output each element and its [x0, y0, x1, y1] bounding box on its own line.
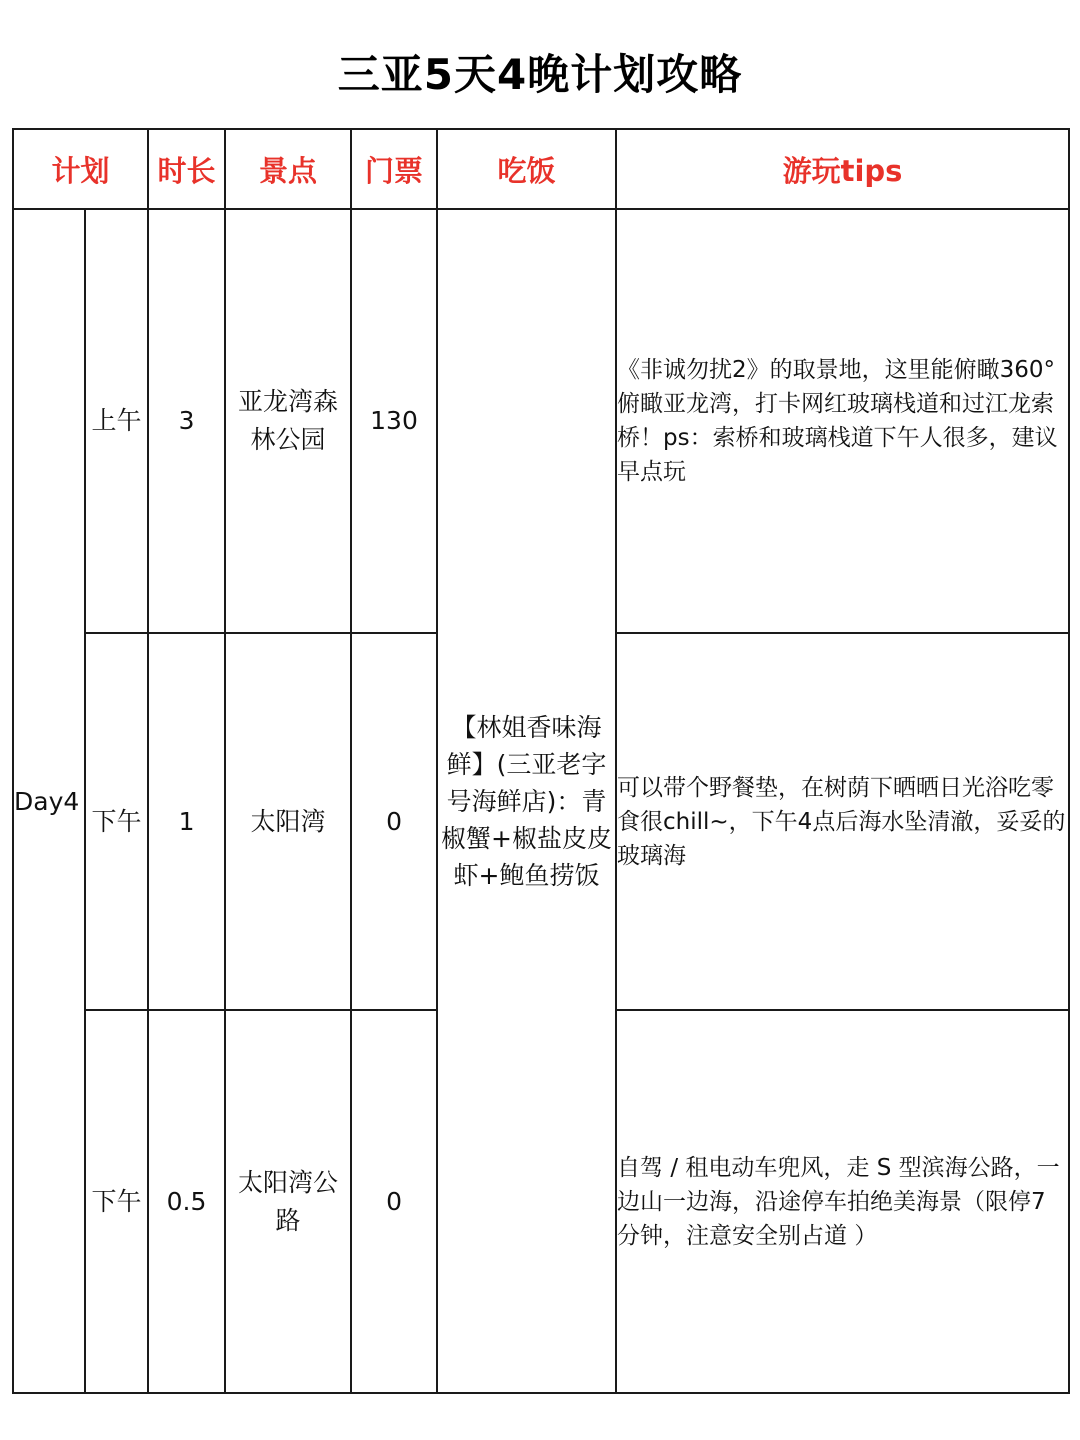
ticket-cell: 130: [351, 209, 437, 633]
header-tips: 游玩tips: [616, 129, 1069, 209]
header-ticket: 门票: [351, 129, 437, 209]
tips-cell: 自驾 / 租电动车兜风，走 S 型滨海公路，一边山一边海，沿途停车拍绝美海景（限停7分钟，注意安全别占道 ）: [616, 1010, 1069, 1393]
header-spot: 景点: [225, 129, 351, 209]
period-cell: 上午: [85, 209, 148, 633]
duration-cell: 0.5: [148, 1010, 225, 1393]
spot-cell: 太阳湾: [225, 633, 351, 1010]
itinerary-table: [12, 128, 1070, 1394]
day-label: Day4: [13, 209, 85, 1393]
header-plan: 计划: [13, 129, 148, 209]
meal-cell: 【林姐香味海鲜】(三亚老字号海鲜店)：青椒蟹+椒盐皮皮虾+鲍鱼捞饭: [437, 209, 616, 1393]
spot-cell: 太阳湾公路: [225, 1010, 351, 1393]
page-title: 三亚5天4晚计划攻略: [337, 50, 743, 99]
header-meal: 吃饭: [437, 129, 616, 209]
duration-cell: 1: [148, 633, 225, 1010]
tips-cell: 《非诚勿扰2》的取景地，这里能俯瞰360°俯瞰亚龙湾，打卡网红玻璃栈道和过江龙索桥！ps：索桥和玻璃栈道下午人很多，建议早点玩: [616, 209, 1069, 633]
period-cell: 下午: [85, 1010, 148, 1393]
table-row: [13, 209, 1069, 633]
duration-cell: 3: [148, 209, 225, 633]
period-cell: 下午: [85, 633, 148, 1010]
ticket-cell: 0: [351, 633, 437, 1010]
header-duration: 时长: [148, 129, 225, 209]
spot-cell: 亚龙湾森林公园: [225, 209, 351, 633]
ticket-cell: 0: [351, 1010, 437, 1393]
header-row: [13, 129, 1069, 209]
tips-cell: 可以带个野餐垫，在树荫下晒晒日光浴吃零食很chill~，下午4点后海水坠清澈，妥妥的玻璃海: [616, 633, 1069, 1010]
